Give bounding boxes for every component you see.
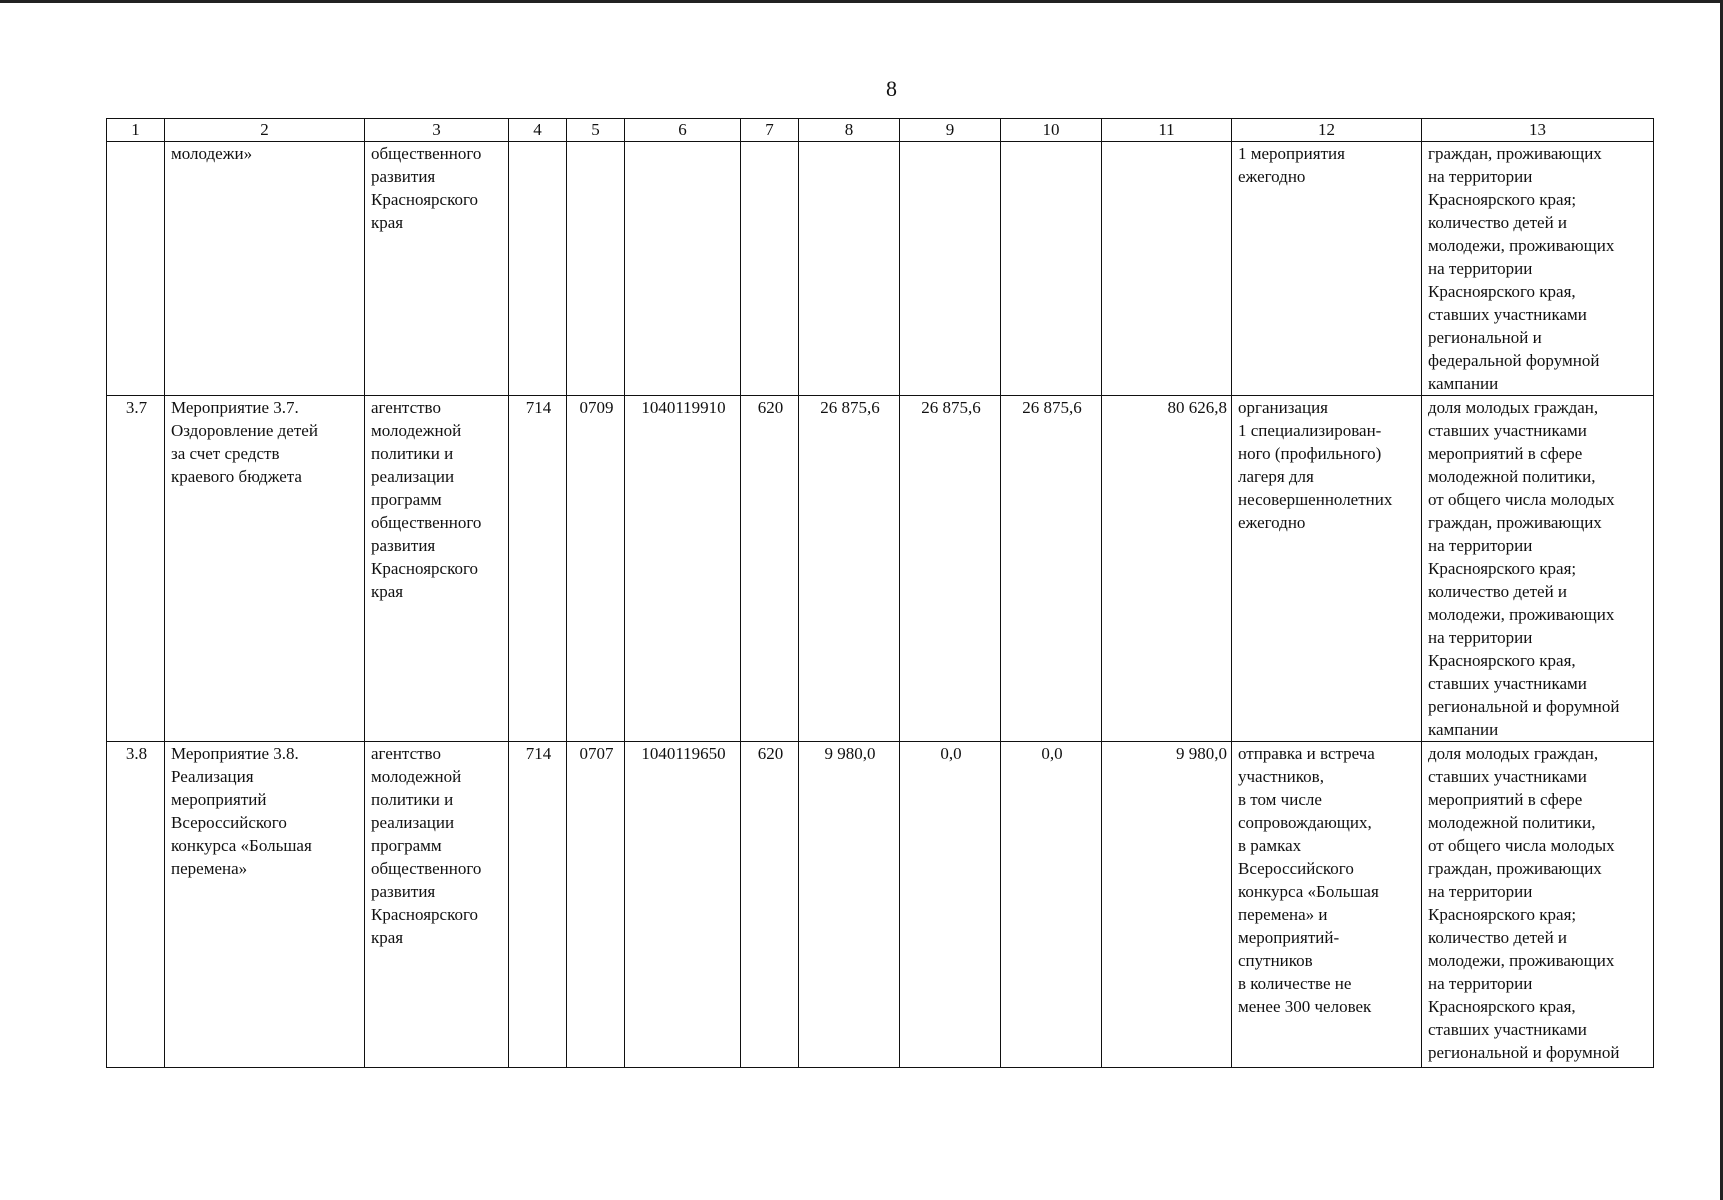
cell-activity-name: молодежи» xyxy=(165,142,365,396)
cell-csr xyxy=(625,142,741,396)
scan-border-top xyxy=(0,0,1723,3)
cell-year2 xyxy=(900,142,1001,396)
column-header: 5 xyxy=(567,119,625,142)
column-header: 6 xyxy=(625,119,741,142)
cell-indicator: доля молодых граждан, ставших участниками мероприятий в сфере молодежной политики, от общего числа молодых граждан, проживающих на территории Красноярского края; количество детей и молодежи, проживающих на территории Красноярского края, ставших участниками региональной и форумной кампании xyxy=(1422,396,1654,742)
cell-vr xyxy=(741,142,799,396)
cell-number: 3.7 xyxy=(107,396,165,742)
page-number: 8 xyxy=(886,76,897,101)
cell-activity-name: Мероприятие 3.7. Оздоровление детей за счет средств краевого бюджета xyxy=(165,396,365,742)
cell-rzpr: 0709 xyxy=(567,396,625,742)
cell-grbs: 714 xyxy=(509,742,567,1068)
cell-executor: общественного развития Красноярского края xyxy=(365,142,509,396)
cell-grbs: 714 xyxy=(509,396,567,742)
cell-result: организация 1 специализирован- ного (профильного) лагеря для несовершеннолетних ежегодно xyxy=(1232,396,1422,742)
cell-grbs xyxy=(509,142,567,396)
header-row xyxy=(107,119,1654,142)
cell-year1: 9 980,0 xyxy=(799,742,900,1068)
cell-total: 80 626,8 xyxy=(1102,396,1232,742)
cell-executor: агентство молодежной политики и реализации программ общественного развития Красноярского края xyxy=(365,396,509,742)
cell-number xyxy=(107,142,165,396)
column-header: 11 xyxy=(1102,119,1232,142)
cell-executor: агентство молодежной политики и реализации программ общественного развития Красноярского края xyxy=(365,742,509,1068)
cell-year3: 0,0 xyxy=(1001,742,1102,1068)
cell-rzpr: 0707 xyxy=(567,742,625,1068)
cell-vr: 620 xyxy=(741,396,799,742)
column-header: 2 xyxy=(165,119,365,142)
column-header: 8 xyxy=(799,119,900,142)
column-header: 12 xyxy=(1232,119,1422,142)
cell-csr: 1040119910 xyxy=(625,396,741,742)
column-header: 1 xyxy=(107,119,165,142)
column-header: 10 xyxy=(1001,119,1102,142)
cell-activity-name: Мероприятие 3.8. Реализация мероприятий Всероссийского конкурса «Большая перемена» xyxy=(165,742,365,1068)
cell-result: 1 мероприятия ежегодно xyxy=(1232,142,1422,396)
column-header: 7 xyxy=(741,119,799,142)
cell-year1 xyxy=(799,142,900,396)
column-header: 4 xyxy=(509,119,567,142)
cell-result: отправка и встреча участников, в том числе сопровождающих, в рамках Всероссийского конкурса «Большая перемена» и мероприятий- спутников в количестве не менее 300 человек xyxy=(1232,742,1422,1068)
column-header: 9 xyxy=(900,119,1001,142)
cell-year3: 26 875,6 xyxy=(1001,396,1102,742)
table-row-3-7 xyxy=(107,396,1654,742)
cell-rzpr xyxy=(567,142,625,396)
cell-total xyxy=(1102,142,1232,396)
cell-indicator: доля молодых граждан, ставших участниками мероприятий в сфере молодежной политики, от общего числа молодых граждан, проживающих на территории Красноярского края; количество детей и молодежи, проживающих на территории Красноярского края, ставших участниками региональной и форумной xyxy=(1422,742,1654,1068)
cell-year1: 26 875,6 xyxy=(799,396,900,742)
cell-total: 9 980,0 xyxy=(1102,742,1232,1068)
cell-csr: 1040119650 xyxy=(625,742,741,1068)
table-row-continued xyxy=(107,142,1654,396)
cell-year3 xyxy=(1001,142,1102,396)
cell-vr: 620 xyxy=(741,742,799,1068)
column-header: 3 xyxy=(365,119,509,142)
cell-indicator: граждан, проживающих на территории Красноярского края; количество детей и молодежи, проживающих на территории Красноярского края, ставших участниками региональной и федеральной форумной кампании xyxy=(1422,142,1654,396)
cell-year2: 26 875,6 xyxy=(900,396,1001,742)
column-header: 13 xyxy=(1422,119,1654,142)
program-activities-table xyxy=(106,118,1654,1068)
cell-year2: 0,0 xyxy=(900,742,1001,1068)
table-row-3-8 xyxy=(107,742,1654,1068)
cell-number: 3.8 xyxy=(107,742,165,1068)
